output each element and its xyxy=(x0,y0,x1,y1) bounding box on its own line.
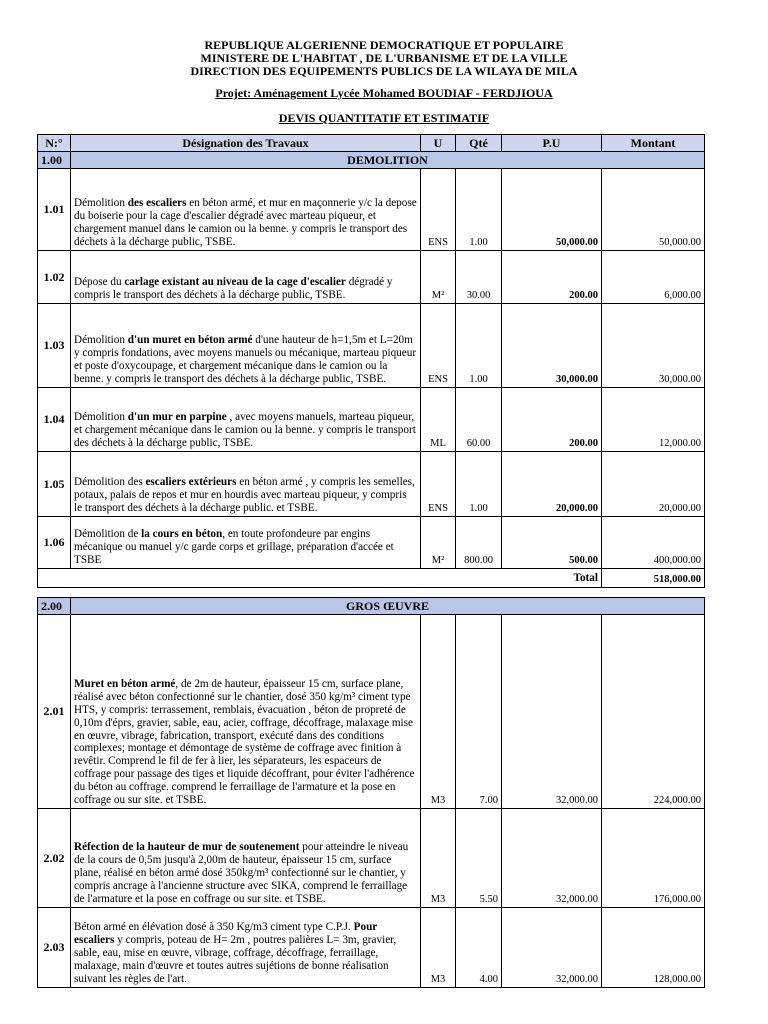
total-label: Total xyxy=(38,569,602,588)
item-unit: ENS xyxy=(421,452,456,517)
item-number: 1.01 xyxy=(38,169,71,251)
item-qty: 30.00 xyxy=(456,251,502,304)
item-unit-price: 32,000.00 xyxy=(502,809,602,908)
item-description: Démolition des escaliers en béton armé, et mur en maçonnerie y/c la depose du boiserie pour la cage d'escalier dégradé avec marteau piqueur, et chargement manuel dans le camion ou la benne. y compris le transport des déchets à la décharge public, TSBE. xyxy=(71,169,421,251)
item-unit: ENS xyxy=(421,169,456,251)
item-amount: 50,000.00 xyxy=(602,169,705,251)
item-unit-price: 32,000.00 xyxy=(502,908,602,988)
header-ministry: MINISTERE DE L'HABITAT , DE L'URBANISME ET DE LA VILLE xyxy=(200,51,568,65)
item-number: 2.03 xyxy=(38,908,71,988)
item-description: Démolition d'un muret en béton armé d'une hauteur de h=1,5m et L=20m y compris fondations, avec moyens manuels ou mécanique, marteau piqueur et poste d'oxycoupage, et chargement mécanique dans le camion ou la benne. y compris le transport des déchets à la décharge public, TSBE. xyxy=(71,304,421,388)
item-qty: 1.00 xyxy=(456,304,502,388)
item-unit-price: 200.00 xyxy=(502,388,602,452)
section-title: DEMOLITION xyxy=(71,152,705,169)
col-header-num: N:° xyxy=(38,135,71,152)
item-unit-price: 20,000.00 xyxy=(502,452,602,517)
section-title: GROS ŒUVRE xyxy=(71,598,705,615)
col-header-qty: Qté xyxy=(456,135,502,152)
item-unit: M3 xyxy=(421,908,456,988)
table-row xyxy=(38,517,705,569)
project-title: Projet: Aménagement Lycée Mohamed BOUDIAF - FERDJIOUA xyxy=(215,86,553,100)
item-description: Dépose du carlage existant au niveau de la cage d'escalier dégradé y compris le transport des déchets à la décharge public, TSBE. xyxy=(71,251,421,304)
item-unit: M3 xyxy=(421,809,456,908)
section-number: 2.00 xyxy=(38,598,71,615)
table-row xyxy=(38,169,705,251)
col-header-unit: U xyxy=(421,135,456,152)
item-amount: 128,000.00 xyxy=(602,908,705,988)
item-amount: 176,000.00 xyxy=(602,809,705,908)
col-header-amount: Montant xyxy=(602,135,705,152)
table-row xyxy=(38,251,705,304)
item-number: 1.04 xyxy=(38,388,71,452)
item-unit: ENS xyxy=(421,304,456,388)
item-unit: M² xyxy=(421,517,456,569)
col-header-designation: Désignation des Travaux xyxy=(71,135,421,152)
table-row xyxy=(38,388,705,452)
item-description: Démolition des escaliers extérieurs en béton armé , y compris les semelles, potaux, palais de repos et mur en hourdis avec marteau piqueur, y compris le transport des déchets à la décharge public. et TSBE. xyxy=(71,452,421,517)
item-number: 1.06 xyxy=(38,517,71,569)
header-direction: DIRECTION DES EQUIPEMENTS PUBLICS DE LA WILAYA DE MILA xyxy=(190,64,578,78)
header-republic: REPUBLIQUE ALGERIENNE DEMOCRATIQUE ET POPULAIRE xyxy=(204,38,564,52)
item-qty: 5.50 xyxy=(456,809,502,908)
item-unit-price: 30,000.00 xyxy=(502,304,602,388)
section-number: 1.00 xyxy=(38,152,71,169)
item-amount: 20,000.00 xyxy=(602,452,705,517)
section-total-row xyxy=(38,569,705,588)
item-amount: 224,000.00 xyxy=(602,615,705,809)
table-row xyxy=(38,908,705,988)
table-row xyxy=(38,809,705,908)
total-amount: 518,000.00 xyxy=(602,569,705,588)
item-qty: 1.00 xyxy=(456,169,502,251)
devis-table xyxy=(37,134,705,588)
item-description: Démolition d'un mur en parpine , avec moyens manuels, marteau piqueur, et chargement mécanique dans le camion ou la benne. y compris le transport des déchets à la décharge public, TSBE. xyxy=(71,388,421,452)
item-number: 2.02 xyxy=(38,809,71,908)
item-unit-price: 50,000.00 xyxy=(502,169,602,251)
item-description: Démolition de la cours en béton, en toute profondeure par engins mécanique ou manuel y/c garde corps et grillage, préparation d'accée et TSBE xyxy=(71,517,421,569)
table-row xyxy=(38,615,705,809)
item-number: 2.01 xyxy=(38,615,71,809)
item-qty: 800.00 xyxy=(456,517,502,569)
item-unit: M² xyxy=(421,251,456,304)
item-number: 1.05 xyxy=(38,452,71,517)
item-qty: 7.00 xyxy=(456,615,502,809)
devis-table-gros-oeuvre xyxy=(37,597,705,988)
item-unit-price: 500.00 xyxy=(502,517,602,569)
item-description: Réfection de la hauteur de mur de soutenement pour atteindre le niveau de la cours de 0,5m jusqu'à 2,00m de hauteur, épaisseur 15 cm, surface plane, réalisé en béton armé dosé 350kg/m³ confectionné sur le chantier, y compris ancrage à l'ancienne structure avec SIKA, comprend le ferraillage de l'armature et la pose en coffrage ou sur site. et TSBE. xyxy=(71,809,421,908)
item-qty: 60.00 xyxy=(456,388,502,452)
item-unit-price: 32,000.00 xyxy=(502,615,602,809)
item-number: 1.03 xyxy=(38,304,71,388)
item-number: 1.02 xyxy=(38,251,71,304)
item-unit: ML xyxy=(421,388,456,452)
col-header-pu: P.U xyxy=(502,135,602,152)
item-unit: M3 xyxy=(421,615,456,809)
table-row xyxy=(38,304,705,388)
table-header-row xyxy=(38,135,705,152)
item-description: Béton armé en élévation dosé à 350 Kg/m3 ciment type C.P.J. Pour escaliers y compris, poteau de H= 2m , poutres palières L= 3m, gravier, sable, eau, mise en œuvre, vibrage, coffrage, décoffrage, ferraillage, malaxage, main d'œuvre et toutes autres sujétions de bonne réalisation suivant les règles de l'art. xyxy=(71,908,421,988)
document-title: DEVIS QUANTITATIF ET ESTIMATIF xyxy=(278,111,490,125)
item-amount: 6,000.00 xyxy=(602,251,705,304)
item-unit-price: 200.00 xyxy=(502,251,602,304)
item-amount: 400,000.00 xyxy=(602,517,705,569)
section-header-gros-oeuvre xyxy=(38,598,705,615)
item-qty: 1.00 xyxy=(456,452,502,517)
item-description: Muret en béton armé, de 2m de hauteur, épaisseur 15 cm, surface plane, réalisé avec béton confectionné sur le chantier, dosé 350 kg/m³ ciment type HTS, y compris: terrassement, remblais, évacuation , béton de propreté de 0,10m d'éprs, gravier, sable, eau, acier, coffrage, décoffrage, malaxage mise en œuvre, vibrage, fabrication, transport, exécuté dans des conditions complexes; montage et démontage de système de coffrage avec finition à revêtir. Comprend le fil de fer à lier, les séparateurs, les espaceurs de coffrage pour passage des tiges et liquide décoffrant, pour éviter l'adhérence du béton au coffrage. comprend le ferraillage de l'armature et la pose en coffrage ou sur site. et TSBE. xyxy=(71,615,421,809)
section-header-demolition xyxy=(38,152,705,169)
item-amount: 12,000.00 xyxy=(602,388,705,452)
item-qty: 4.00 xyxy=(456,908,502,988)
item-amount: 30,000.00 xyxy=(602,304,705,388)
table-row xyxy=(38,452,705,517)
